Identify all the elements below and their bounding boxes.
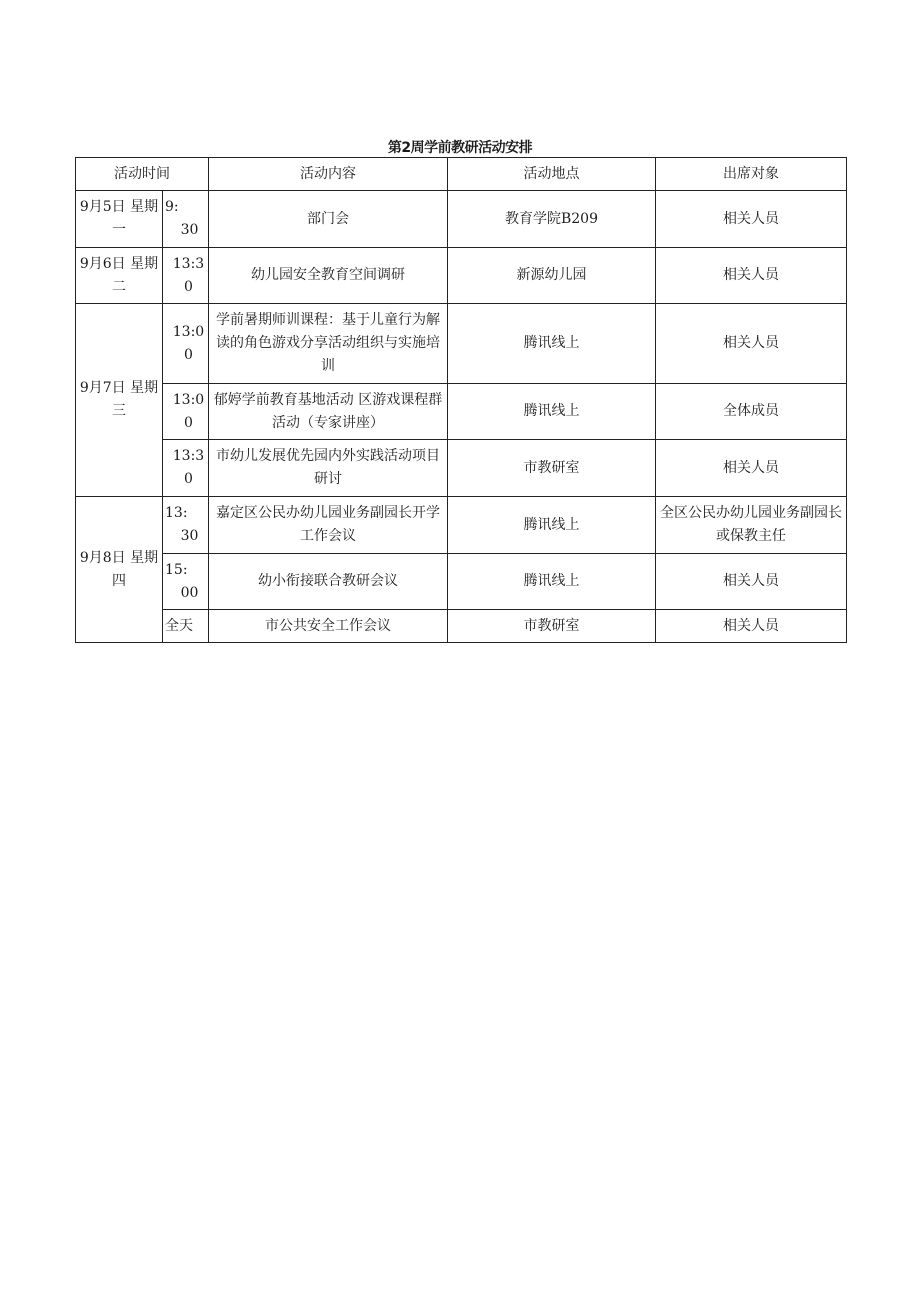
table-row	[76, 610, 847, 643]
time-part: 9:	[165, 199, 179, 215]
attendees-cell: 相关人员	[656, 191, 847, 248]
time-cell	[163, 248, 209, 304]
time-cell	[163, 191, 209, 248]
time-part: 0	[184, 414, 193, 431]
table-row	[76, 497, 847, 554]
location-cell: 腾讯线上	[448, 384, 656, 440]
schedule-table	[75, 157, 847, 643]
location-cell: 腾讯线上	[448, 497, 656, 554]
content-cell: 市幼儿发展优先园内外实践活动项目研讨	[209, 440, 448, 497]
attendees-cell: 相关人员	[656, 440, 847, 497]
weekday: 四	[112, 572, 126, 589]
header-content: 活动内容	[209, 158, 448, 191]
time-part: 30	[180, 528, 199, 544]
time-part: 0	[184, 346, 193, 363]
time-part: 13:	[165, 505, 188, 521]
time-cell	[163, 384, 209, 440]
weekday: 二	[112, 278, 126, 295]
date-line: 9月6日 星期	[79, 255, 159, 272]
time-cell	[163, 497, 209, 554]
table-row	[76, 384, 847, 440]
location-cell: 腾讯线上	[448, 304, 656, 384]
time-part: 13:3	[172, 255, 205, 272]
location-cell: 腾讯线上	[448, 554, 656, 610]
location-cell: 新源幼儿园	[448, 248, 656, 304]
table-row	[76, 248, 847, 304]
content-cell: 幼小衔接联合教研会议	[209, 554, 448, 610]
weekday: 三	[112, 403, 126, 419]
time-part: 13:3	[172, 448, 205, 464]
date-line: 9月5日 星期	[79, 199, 159, 215]
table-row	[76, 440, 847, 497]
time-cell: 全天	[163, 610, 209, 643]
time-part: 0	[184, 471, 193, 487]
table-row	[76, 191, 847, 248]
date-cell	[76, 304, 163, 497]
attendees-cell: 相关人员	[656, 304, 847, 384]
time-part: 00	[180, 584, 199, 601]
header-time: 活动时间	[76, 158, 209, 191]
date-line: 9月7日 星期	[79, 380, 159, 396]
time-cell	[163, 440, 209, 497]
attendees-cell: 全区公民办幼儿园业务副园长或保教主任	[656, 497, 847, 554]
header-row	[76, 158, 847, 191]
time-cell	[163, 304, 209, 384]
header-attendees: 出席对象	[656, 158, 847, 191]
content-cell: 幼儿园安全教育空间调研	[209, 248, 448, 304]
table-row	[76, 304, 847, 384]
location-cell: 市教研室	[448, 610, 656, 643]
attendees-cell: 相关人员	[656, 610, 847, 643]
location-cell: 市教研室	[448, 440, 656, 497]
header-location: 活动地点	[448, 158, 656, 191]
content-cell: 郁婷学前教育基地活动 区游戏课程群活动（专家讲座）	[209, 384, 448, 440]
time-part: 13:0	[172, 323, 205, 340]
date-cell	[76, 497, 163, 643]
content-cell: 部门会	[209, 191, 448, 248]
table-row	[76, 554, 847, 610]
date-cell	[76, 248, 163, 304]
location-cell: 教育学院B209	[448, 191, 656, 248]
time-part: 30	[180, 222, 199, 238]
page-title: 第2周学前教研活动安排	[387, 140, 533, 156]
content-cell: 市公共安全工作会议	[209, 610, 448, 643]
time-part: 13:0	[172, 391, 205, 408]
date-cell	[76, 191, 163, 248]
attendees-cell: 全体成员	[656, 384, 847, 440]
date-line: 9月8日 星期	[79, 549, 159, 566]
content-cell: 学前暑期师训课程：基于儿童行为解读的角色游戏分享活动组织与实施培训	[209, 304, 448, 384]
attendees-cell: 相关人员	[656, 248, 847, 304]
time-part: 0	[184, 278, 193, 295]
time-part: 15:	[165, 561, 188, 578]
time-cell	[163, 554, 209, 610]
attendees-cell: 相关人员	[656, 554, 847, 610]
weekday: 一	[112, 222, 126, 238]
content-cell: 嘉定区公民办幼儿园业务副园长开学工作会议	[209, 497, 448, 554]
